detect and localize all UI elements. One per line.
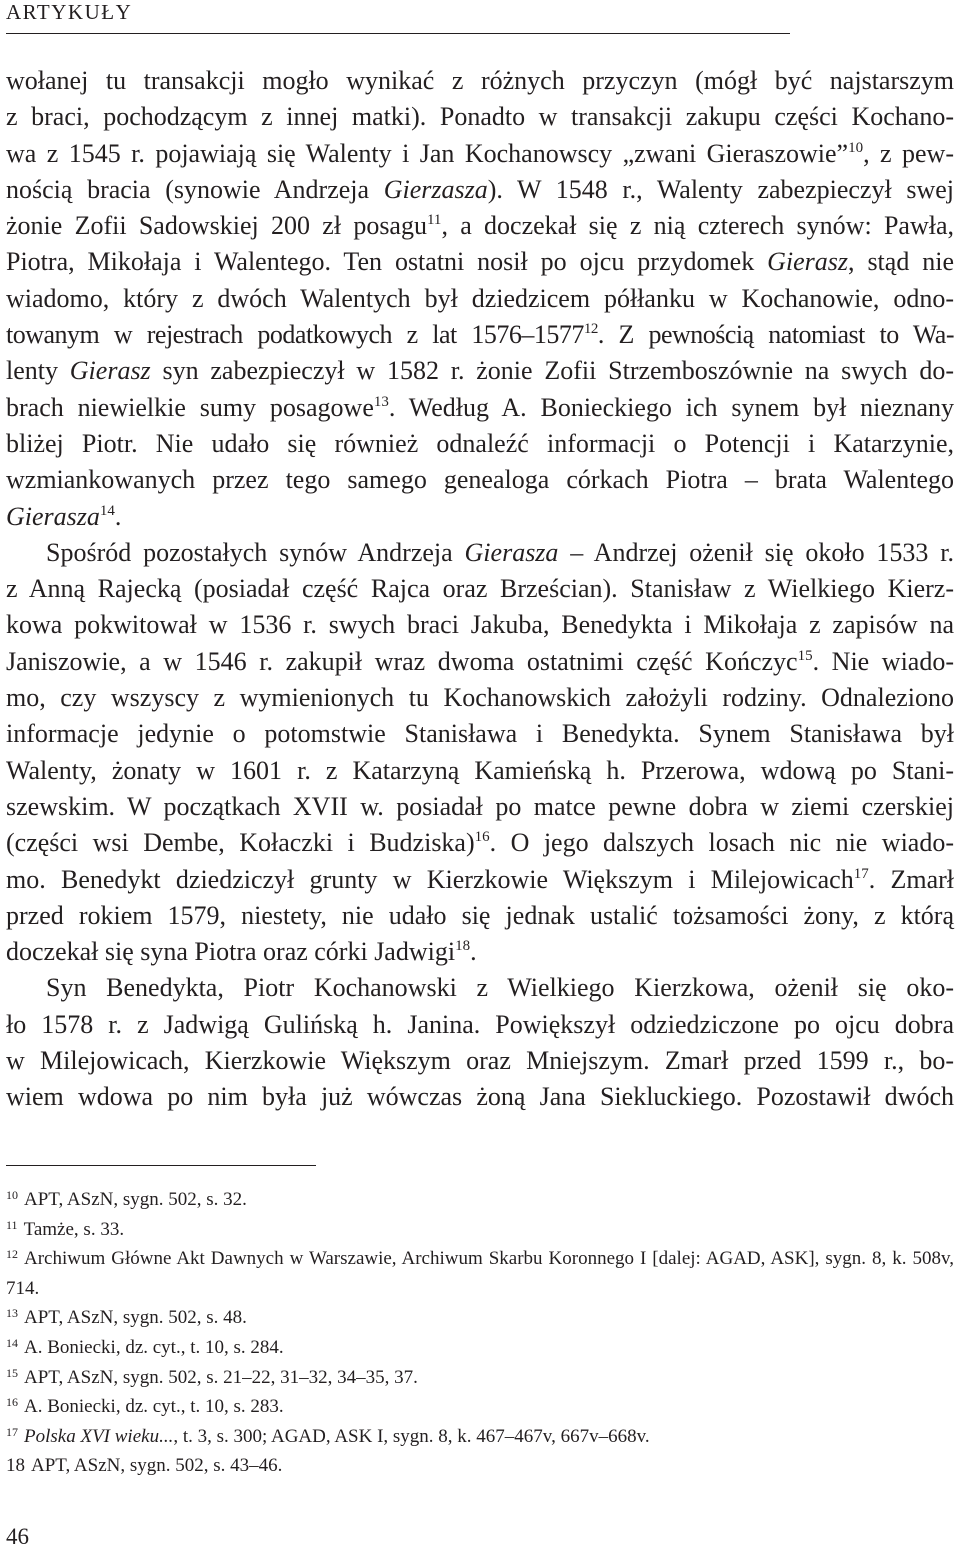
footnote-ref[interactable]: 12 [583,321,598,338]
footnote: 18 APT, ASzN, sygn. 502, s. 43–46. [6,1455,283,1477]
text-line: z braci, pochodzącym z innej matki). Ponadto w transakcji zakupu części Kochano- [6,102,954,132]
text-line: Syn Benedykta, Piotr Kochanowski z Wielkiego Kierzkowa, ożenił się oko- [46,973,954,1003]
footnote: $^{13}$ APT, ASzN, sygn. 502, s. 48. [6,1306,247,1329]
footnote-ref[interactable]: 17 [853,865,869,882]
footnote: $^{16}$ A. Boniecki, dz. cyt., t. 10, s. 283. [6,1395,284,1418]
text-line: wa z 1545 r. pojawiają się Walenty i Jan Kochanowscy „zwani Gieraszowie”$^{10}$, z pew- [6,138,954,168]
paragraph-2 [6,535,954,971]
text-line: kowa pokwitował w 1536 r. swych braci Jakuba, Benedykta i Mikołaja z zapisów na [6,610,954,640]
footnote: $^{12}$ Archiwum Główne Akt Dawnych w Warszawie, Archiwum Skarbu Koronnego I [dalej: AGAD, ASK], sygn. 8, k. 508v, 714. [6,1247,954,1299]
text-line: (części wsi Dembe, Kołaczki i Budziska)$^{16}$. O jego dalszych losach nic nie wiado- [6,828,954,858]
footnote-ref[interactable]: 15 [797,647,813,664]
text-line: towanym w rejestrach podatkowych z lat 1576–1577$^{12}$. Z pewnością natomiast to Wa- [6,320,954,350]
main-text [6,63,954,1116]
header-rule [6,33,790,34]
footnote-ref[interactable]: 14 [99,502,115,519]
text-line: wiadomo, który z dwóch Walentych był dziedzicem półłanku w Kochanowie, odno- [6,283,954,313]
footnote-ref[interactable]: 16 [474,829,490,846]
running-header: ARTYKUŁY [6,0,133,24]
text-line: z Anną Rajecką (posiadał część Rajca oraz Brześcian). Stanisław z Wielkiego Kierz- [6,574,954,604]
text-line: mo, czy wszyscy z wymienionych tu Kochanowskich założyli rodziny. Odnaleziono [6,683,954,713]
text-line: bliżej Piotr. Nie udało się również odnaleźć informacji o Potencji i Katarzynie, [6,428,954,458]
text-line: informacje jedynie o potomstwie Stanisława i Benedykta. Synem Stanisława był [6,719,954,749]
text-line: nością bracia (synowie Andrzeja Gierzasza). W 1548 r., Walenty zabezpieczył swej [6,174,954,204]
page-number: 46 [6,1524,29,1549]
text-line: wołanej tu transakcji mogło wynikać z różnych przyczyn (mógł być najstarszym [6,66,954,95]
footnote: $^{14}$ A. Boniecki, dz. cyt., t. 10, s. 284. [6,1335,284,1358]
text-line: Janiszowie, a w 1546 r. zakupił wraz dwoma ostatnimi część Kończyc$^{15}$. Nie wiado- [6,646,954,676]
footnote-ref[interactable]: 10 [848,139,864,156]
text-line: brach niewielkie sumy posagowe$^{13}$. Według A. Bonieckiego ich synem był nieznany [6,392,954,422]
text-line: przed rokiem 1579, niestety, nie udało się jednak ustalić tożsamości żony, z którą [6,900,954,930]
footnote: $^{17}$ Polska XVI wieku..., t. 3, s. 300; AGAD, ASK I, sygn. 8, k. 467–467v, 667v–668v. [6,1424,650,1447]
paragraph-1 [6,63,954,535]
text-line: ło 1578 r. z Jadwigą Gulińską h. Janina. Powiększył odziedziczone po ojcu dobra [6,1009,954,1039]
footnote-ref[interactable]: 18 [455,938,471,955]
text-line: Spośród pozostałych synów Andrzeja Gierasza – Andrzej ożenił się około 1533 r. [46,537,954,567]
paragraph-3 [6,970,954,1115]
text-line: wiem wdowa po nim była już wówczas żoną Jana Siekluckiego. Pozostawił dwóch [6,1082,954,1112]
text-line: Walenty, żonaty w 1601 r. z Katarzyną Kamieńską h. Przerowa, wdową po Stani- [6,755,954,785]
text-line: mo. Benedykt dziedziczył grunty w Kierzkowie Większym i Milejowicach$^{17}$. Zmarł [6,864,955,894]
footnote-ref[interactable]: 13 [373,393,389,410]
text-line: żonie Zofii Sadowskiej 200 zł posagu$^{11}$, a doczekał się z nią czterech synów: Pawła, [6,211,954,241]
footnote: $^{11}$ Tamże, s. 33. [6,1217,125,1240]
footnote: $^{10}$ APT, ASzN, sygn. 502, s. 32. [6,1188,247,1210]
text-line: wzmiankowanych przez tego samego genealoga córkach Piotra – brata Walentego [6,465,954,495]
text-line: lenty Gierasz syn zabezpieczył w 1582 r. żonie Zofii Strzemboszównie na swych do- [6,356,954,386]
text-line: szewskim. W początkach XVII w. posiadał po matce pewne dobra w ziemi czerskiej [6,791,954,821]
text-line: doczekał się syna Piotra oraz córki Jadwigi$^{18}$. [6,937,477,967]
footnote: $^{15}$ APT, ASzN, sygn. 502, s. 21–22, 31–32, 34–35, 37. [6,1365,418,1388]
footnote-separator [6,1165,316,1166]
footnotes [6,1185,954,1481]
footnote-ref[interactable]: 11 [426,212,442,229]
text-line: Gierasza$^{14}$. [6,501,122,531]
text-line: Piotra, Mikołaja i Walentego. Ten ostatni nosił po ojcu przydomek Gierasz, stąd nie [6,247,954,277]
text-line: w Milejowicach, Kierzkowie Większym oraz Mniejszym. Zmarł przed 1599 r., bo- [6,1046,954,1076]
